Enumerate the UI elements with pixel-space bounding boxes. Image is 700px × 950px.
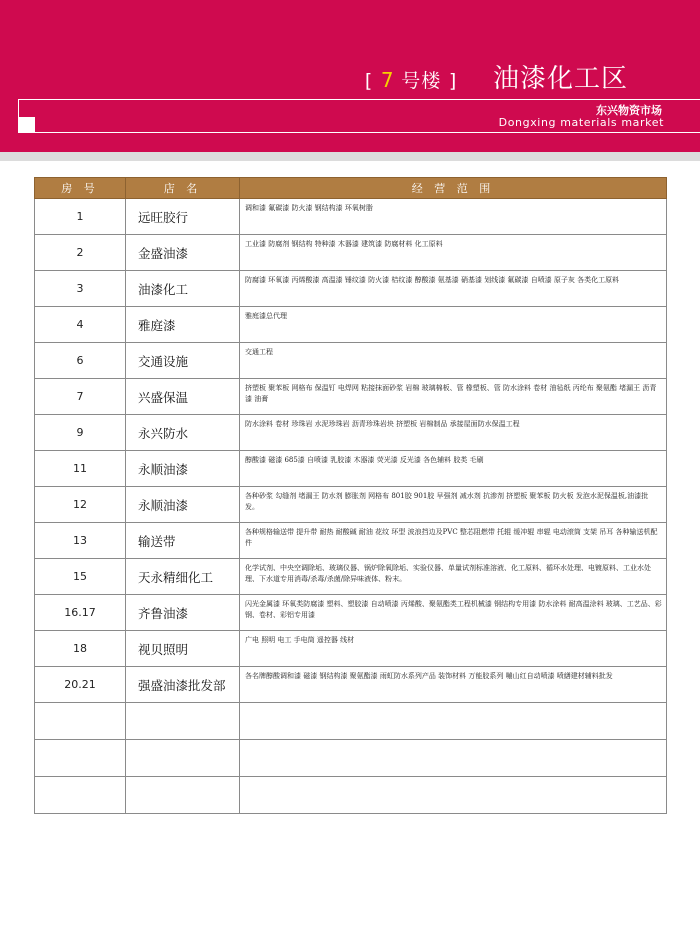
- room-number-cell: [35, 703, 126, 740]
- room-number-cell: 13: [35, 523, 126, 559]
- header-business: 经 营 范 围: [240, 178, 667, 199]
- table-header-row: [35, 178, 667, 199]
- room-number-cell: [35, 740, 126, 777]
- market-name-en: Dongxing materials market: [498, 116, 664, 129]
- zone-title: 油漆化工区: [492, 64, 628, 94]
- table-row: [35, 307, 667, 343]
- shop-name-cell: 齐鲁油漆: [126, 595, 240, 631]
- shop-name-cell: 兴盛保温: [126, 379, 240, 415]
- room-number-cell: [35, 777, 126, 814]
- header-banner: [0, 0, 700, 152]
- shop-directory-table: [34, 177, 667, 814]
- shop-name-cell: 天永精细化工: [126, 559, 240, 595]
- header-shop: 店 名: [126, 178, 240, 199]
- business-scope-cell: 醇酸漆 磁漆 685漆 自喷漆 乳胶漆 木器漆 荧光漆 反光漆 各色辅料 胶类 毛刷: [240, 451, 667, 487]
- shop-name-cell: 油漆化工: [126, 271, 240, 307]
- business-scope-cell: 广电 照明 电工 手电筒 遥控器 线材: [240, 631, 667, 667]
- room-number-cell: 11: [35, 451, 126, 487]
- table-row: [35, 235, 667, 271]
- header-divider-band: [0, 152, 700, 161]
- shop-name-cell: 金盛油漆: [126, 235, 240, 271]
- business-scope-cell: 防水涂料 卷材 珍珠岩 水泥珍珠岩 沥青珍珠岩块 挤塑板 岩棉制品 承接屋面防水保温工程: [240, 415, 667, 451]
- shop-name-cell: 视贝照明: [126, 631, 240, 667]
- business-scope-cell: 交通工程: [240, 343, 667, 379]
- business-scope-cell: 各种规格输送带 提升带 耐热 耐酸碱 耐油 花纹 环型 波浪挡边及PVC 整芯阻燃带 托辊 缓冲辊 串辊 电动滚筒 支架 吊耳 各种输送机配件: [240, 523, 667, 559]
- room-number-cell: 7: [35, 379, 126, 415]
- table-body: [35, 199, 667, 814]
- room-number-cell: 20.21: [35, 667, 126, 703]
- table-row: [35, 777, 667, 814]
- business-scope-cell: 挤塑板 聚苯板 网格布 保温钉 电焊网 粘接抹面砂浆 岩棉 玻璃棉板、管 橡塑板、管 防水涂料 卷材 油毡纸 丙纶布 聚氨酯 堵漏王 沥青漆 油膏: [240, 379, 667, 415]
- room-number-cell: 18: [35, 631, 126, 667]
- shop-name-cell: 永顺油漆: [126, 451, 240, 487]
- building-number: 7: [380, 68, 394, 92]
- table-row: [35, 631, 667, 667]
- shop-name-cell: 远旺胶行: [126, 199, 240, 235]
- business-scope-cell: [240, 740, 667, 777]
- room-number-cell: 16.17: [35, 595, 126, 631]
- business-scope-cell: 防腐漆 环氧漆 丙烯酸漆 高温漆 锤纹漆 防火漆 桔纹漆 醇酸漆 氨基漆 硝基漆 划线漆 氟碳漆 自喷漆 原子灰 各类化工原料: [240, 271, 667, 307]
- table-row: [35, 487, 667, 523]
- business-scope-cell: 雅庭漆总代理: [240, 307, 667, 343]
- header-room: 房 号: [35, 178, 126, 199]
- table-row: [35, 415, 667, 451]
- shop-name-cell: 永顺油漆: [126, 487, 240, 523]
- table-row: [35, 523, 667, 559]
- table-row: [35, 451, 667, 487]
- business-scope-cell: 各名牌醇酸调和漆 磁漆 钢结构漆 聚氨酯漆 雨虹防水系列产品 装饰材料 万能胶系列 嘣山红自动喷漆 喷繕建材辅料批发: [240, 667, 667, 703]
- shop-name-cell: [126, 703, 240, 740]
- table-row: [35, 199, 667, 235]
- business-scope-cell: 闪光金属漆 环氧类防腐漆 塑料、塑胶漆 自动喷漆 丙烯酸、聚氨酯类工程机械漆 钢结构专用漆 防水涂料 耐高温涂料 玻璃、工艺品、彩钢、卷材、彩铝专用漆: [240, 595, 667, 631]
- room-number-cell: 12: [35, 487, 126, 523]
- shop-name-cell: [126, 740, 240, 777]
- title-bracket-open: [: [364, 70, 374, 92]
- table-row: [35, 343, 667, 379]
- business-scope-cell: [240, 777, 667, 814]
- building-suffix: 号楼: [401, 70, 442, 92]
- market-name-cn: 东兴物资市场: [596, 104, 662, 117]
- room-number-cell: 9: [35, 415, 126, 451]
- table-row: [35, 740, 667, 777]
- room-number-cell: 1: [35, 199, 126, 235]
- room-number-cell: 3: [35, 271, 126, 307]
- business-scope-cell: 各种砂浆 勾缝剂 堵漏王 防水剂 膨胀剂 网格布 801胶 901胶 早强剂 减水剂 抗渗剂 挤塑板 聚苯板 防火板 发泡水泥保温板,油漆批发。: [240, 487, 667, 523]
- business-scope-cell: 工业漆 防腐剂 钢结构 特种漆 木器漆 建筑漆 防腐材料 化工原料: [240, 235, 667, 271]
- business-scope-cell: 化学试剂、中央空调除垢、玻璃仪器、锅炉除氧除垢、实验仪器、单量试剂标准溶液、化工原料、循环水处理、电镀原料、工业水处理、下水道专用消毒/杀毒/杀菌/除异味液体、粉末。: [240, 559, 667, 595]
- table-row: [35, 559, 667, 595]
- page-title: [365, 58, 628, 95]
- room-number-cell: 2: [35, 235, 126, 271]
- table-row: [35, 703, 667, 740]
- shop-name-cell: 强盛油漆批发部: [126, 667, 240, 703]
- business-scope-cell: 调和漆 氟碳漆 防火漆 钢结构漆 环氧树脂: [240, 199, 667, 235]
- table-row: [35, 667, 667, 703]
- title-bracket-close: ]: [448, 70, 458, 92]
- shop-name-cell: 交通设施: [126, 343, 240, 379]
- table-row: [35, 379, 667, 415]
- room-number-cell: 15: [35, 559, 126, 595]
- room-number-cell: 6: [35, 343, 126, 379]
- header-corner-block: [18, 117, 35, 133]
- shop-name-cell: [126, 777, 240, 814]
- shop-name-cell: 永兴防水: [126, 415, 240, 451]
- shop-name-cell: 输送带: [126, 523, 240, 559]
- shop-name-cell: 雅庭漆: [126, 307, 240, 343]
- table-row: [35, 595, 667, 631]
- business-scope-cell: [240, 703, 667, 740]
- room-number-cell: 4: [35, 307, 126, 343]
- table-row: [35, 271, 667, 307]
